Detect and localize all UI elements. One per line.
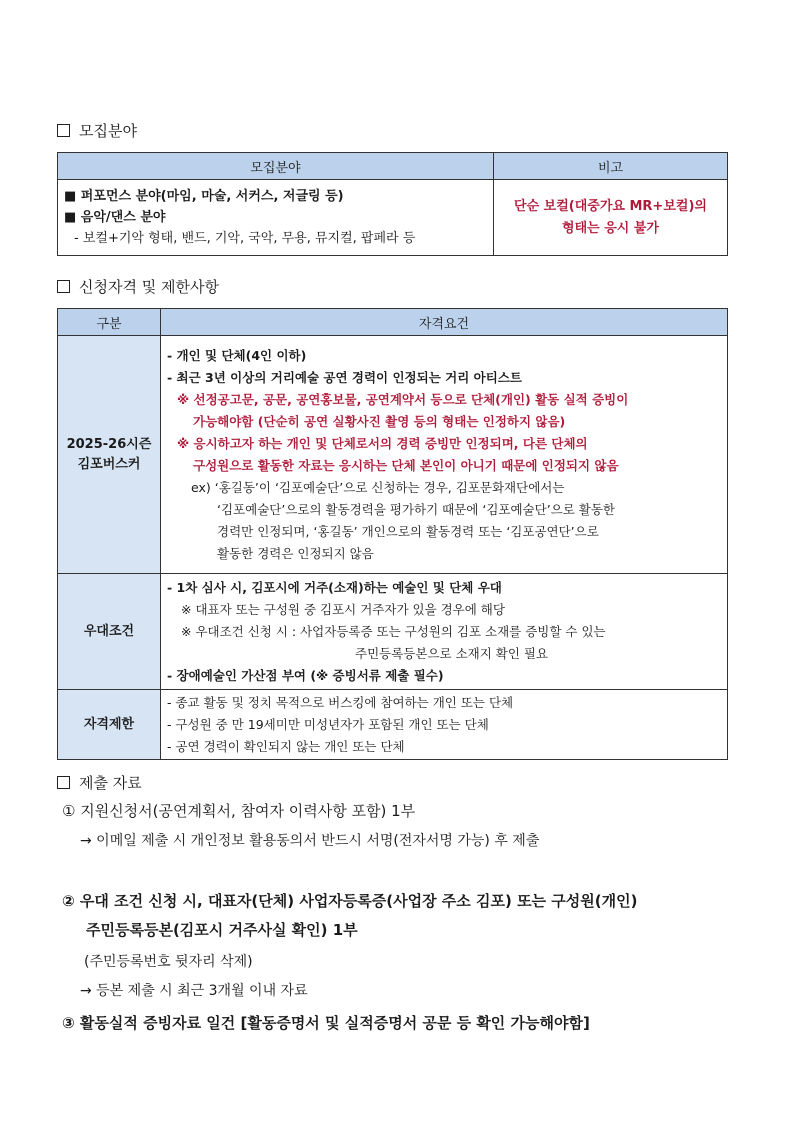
req-line: ※ 우대조건 신청 시 : 사업자등록증 또는 구성원의 김포 소재를 증빙할 수 있는: [181, 623, 606, 639]
req-line: 주민등록등본으로 소재지 확인 필요: [355, 645, 549, 661]
field-line: - 보컬+기악 형태, 밴드, 기악, 국악, 무용, 뮤지컬, 팝페라 등: [74, 231, 416, 246]
checkbox-square-icon: [57, 776, 70, 789]
req-line: ‘김포예술단’으로의 활동경력을 평가하기 때문에 ‘김포예술단’으로 활동한: [217, 501, 616, 517]
eligibility-table: [57, 308, 728, 760]
req-line: 활동한 경력은 인정되지 않음: [217, 545, 374, 561]
checkbox-square-icon: [57, 124, 70, 137]
req-line: - 최근 3년 이상의 거리예술 공연 경력이 인정되는 거리 아티스트: [167, 369, 522, 385]
req-line: - 공연 경력이 확인되지 않는 개인 또는 단체: [167, 738, 405, 754]
requirements-preference: [161, 574, 728, 690]
row-label-line: 김포버스커: [77, 456, 141, 472]
req-line: ※ 응시하고자 하는 개인 및 단체로서의 경력 증빙만 인정되며, 다른 단체의: [177, 435, 588, 451]
header-requirements: 자격요건: [161, 309, 728, 336]
submission-item-1-note: → 이메일 제출 시 개인정보 활용동의서 반드시 서명(전자서명 가능) 후 제출: [80, 833, 540, 849]
header-field: 모집분야: [58, 153, 494, 180]
note-line: 형태는 응시 불가: [562, 220, 659, 236]
row-label-line: 2025-26시즌: [66, 436, 152, 452]
section-title: 제출 자료: [79, 774, 142, 792]
req-line: ※ 대표자 또는 구성원 중 김포시 거주자가 있을 경우에 해당: [181, 601, 505, 617]
section-title: 신청자격 및 제한사항: [79, 278, 219, 296]
checkbox-square-icon: [57, 280, 70, 293]
submission-item-2: ② 우대 조건 신청 시, 대표자(단체) 사업자등록증(사업장 주소 김포) 또는 구성원(개인): [62, 892, 638, 910]
row-label-busker: [58, 336, 161, 574]
req-line: - 1차 심사 시, 김포시에 거주(소재)하는 예술인 및 단체 우대: [167, 579, 502, 595]
submission-item-3: ③ 활동실적 증빙자료 일건 [활동증명서 및 실적증명서 공문 등 확인 가능해야함]: [62, 1014, 590, 1032]
req-line: ex) ‘홍길동’이 ‘김포예술단’으로 신청하는 경우, 김포문화재단에서는: [191, 479, 565, 495]
req-line: 구성원으로 활동한 자료는 응시하는 단체 본인이 아니기 때문에 인정되지 않음: [193, 457, 619, 473]
field-line: ■ 퍼포먼스 분야(마임, 마술, 서커스, 저글링 등): [64, 189, 344, 204]
header-category: 구분: [58, 309, 161, 336]
note-cell: [494, 180, 728, 256]
req-line: - 구성원 중 만 19세미만 미성년자가 포함된 개인 또는 단체: [167, 716, 489, 732]
submission-item-2-note: → 등본 제출 시 최근 3개월 이내 자료: [80, 983, 308, 999]
req-line: - 종교 활동 및 정치 목적으로 버스킹에 참여하는 개인 또는 단체: [167, 694, 514, 710]
row-label-preference: 우대조건: [58, 574, 161, 690]
requirements-busker: [161, 336, 728, 574]
section-heading-eligibility: [57, 276, 219, 297]
requirements-restriction: [161, 690, 728, 760]
section-heading-submission: [57, 772, 142, 793]
submission-item-2-line2: 주민등록등본(김포시 거주사실 확인) 1부: [86, 921, 358, 939]
submission-item-1: ① 지원신청서(공연계획서, 참여자 이력사항 포함) 1부: [62, 802, 416, 820]
section-heading-recruitment: [57, 120, 137, 141]
req-line: - 장애예술인 가산점 부여 (※ 증빙서류 제출 필수): [167, 667, 444, 683]
submission-item-2-note: (주민등록번호 뒷자리 삭제): [84, 954, 253, 970]
field-cell: [58, 180, 494, 256]
req-line: ※ 선정공고문, 공문, 공연홍보물, 공연계약서 등으로 단체(개인) 활동 실적 증빙이: [177, 391, 629, 407]
field-line: ■ 음악/댄스 분야: [64, 210, 166, 225]
header-note: 비고: [494, 153, 728, 180]
req-line: 가능해야함 (단순히 공연 실황사진 촬영 등의 형태는 인정하지 않음): [193, 413, 566, 429]
note-line: 단순 보컬(대중가요 MR+보컬)의: [514, 198, 707, 214]
row-label-restriction: 자격제한: [58, 690, 161, 760]
recruitment-table: [57, 152, 728, 256]
req-line: - 개인 및 단체(4인 이하): [167, 347, 307, 363]
req-line: 경력만 인정되며, ‘홍길동’ 개인으로의 활동경력 또는 ‘김포공연단’으로: [217, 523, 599, 539]
section-title: 모집분야: [79, 122, 137, 140]
